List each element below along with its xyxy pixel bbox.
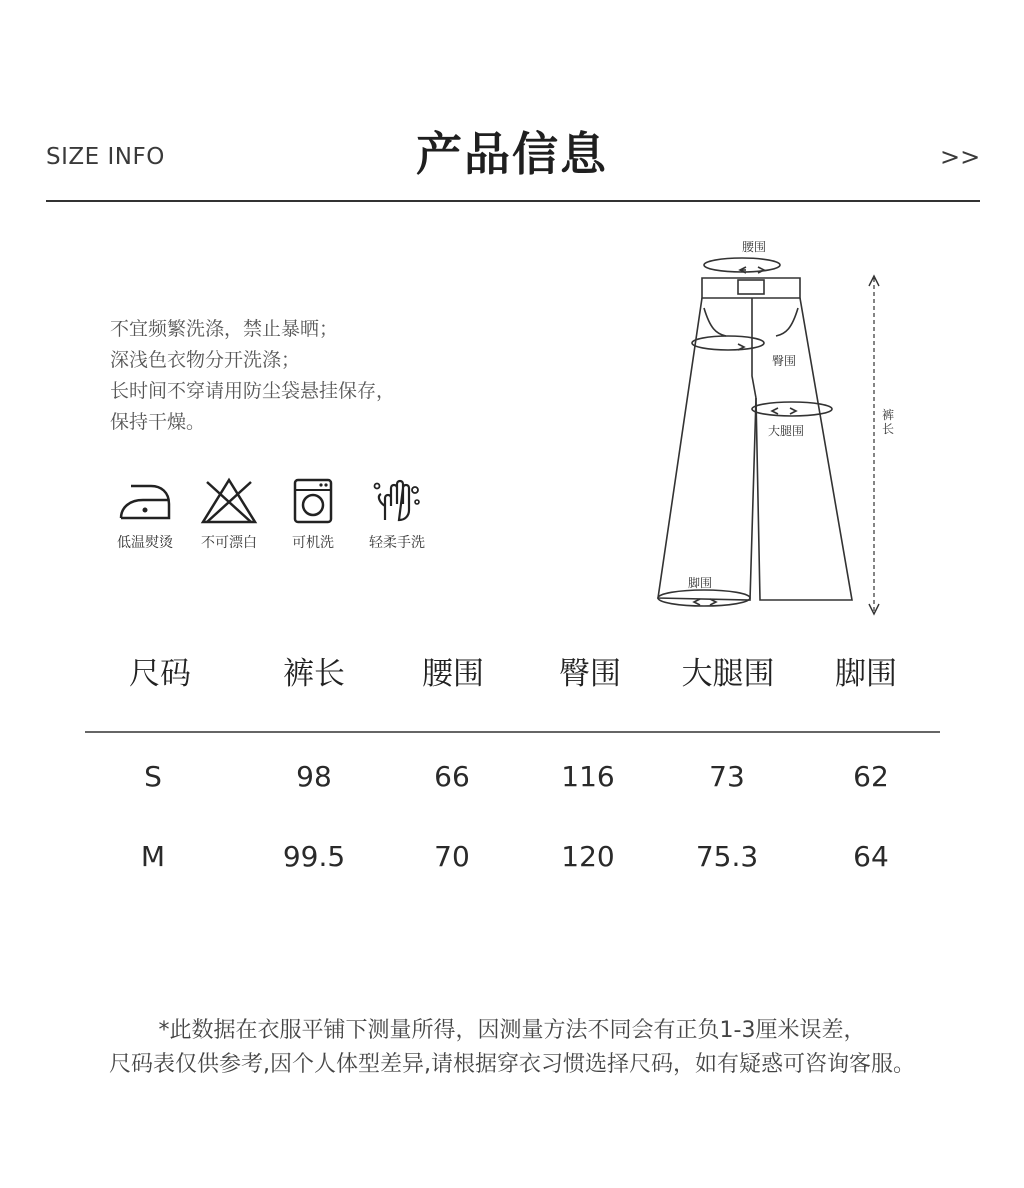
measurement-notes [0,1014,1024,1082]
low-temp-iron-icon [113,476,177,524]
care-line: 保持干燥。 [110,411,206,433]
header-divider [46,200,980,202]
care-icon-item [357,476,437,552]
page-title: 产品信息 [416,127,608,181]
cell-thigh: 73 [709,760,745,793]
note-line: *此数据在衣服平铺下测量所得，因测量方法不同会有正负1-3厘米误差， [158,1018,866,1043]
cell-length: 98 [296,760,332,793]
cell-length: 99.5 [282,840,346,873]
care-icons [105,476,445,566]
pants-measurement-diagram [640,228,910,632]
care-icon-item [189,476,269,552]
table-divider [85,731,940,733]
cell-size: S [144,760,162,793]
cell-waist: 70 [434,840,470,873]
more-arrows-icon[interactable]: >> [940,143,981,171]
header-hem: 脚围 [835,656,897,692]
label-thigh: 大腿围 [768,424,805,438]
note-line: 尺码表仅供参考,因个人体型差异,请根据穿衣习惯选择尺码，如有疑惑可咨询客服。 [109,1052,915,1077]
care-line: 长时间不穿请用防尘袋悬挂保存， [110,380,396,402]
care-icon-label: 低温熨烫 [117,535,173,551]
no-bleach-icon [197,476,261,524]
size-table [85,640,940,700]
header-size: 尺码 [129,656,191,692]
label-hem: 脚围 [688,576,713,590]
size-info-subtitle: SIZE INFO [46,144,165,170]
header-hip: 臀围 [559,656,621,692]
header-waist: 腰围 [422,656,484,692]
care-icon-item [273,476,353,552]
table-header-row [85,640,940,700]
cell-hem: 62 [853,760,889,793]
cell-thigh: 75.3 [695,840,759,873]
table-row [85,840,940,920]
care-icon-label: 轻柔手洗 [369,535,425,551]
care-icon-item [105,476,185,552]
care-icon-label: 不可漂白 [201,535,257,551]
cell-size: M [140,840,166,873]
gentle-hand-wash-icon [365,476,429,524]
label-waist: 腰围 [742,240,767,254]
care-instructions [110,314,395,438]
label-hip: 臀围 [772,354,797,368]
care-line: 不宜频繁洗涤，禁止暴晒； [110,318,339,340]
care-icon-label: 可机洗 [292,535,334,551]
cell-hem: 64 [853,840,889,873]
size-table-body [85,760,940,920]
machine-wash-icon [281,476,345,524]
header-thigh: 大腿围 [681,656,775,692]
header-length: 裤长 [283,656,345,692]
cell-hip: 116 [561,760,615,793]
care-line: 深浅色衣物分开洗涤； [110,349,301,371]
cell-hip: 120 [561,840,615,873]
label-length: 裤长 [882,408,895,436]
cell-waist: 66 [434,760,470,793]
table-row [85,760,940,840]
